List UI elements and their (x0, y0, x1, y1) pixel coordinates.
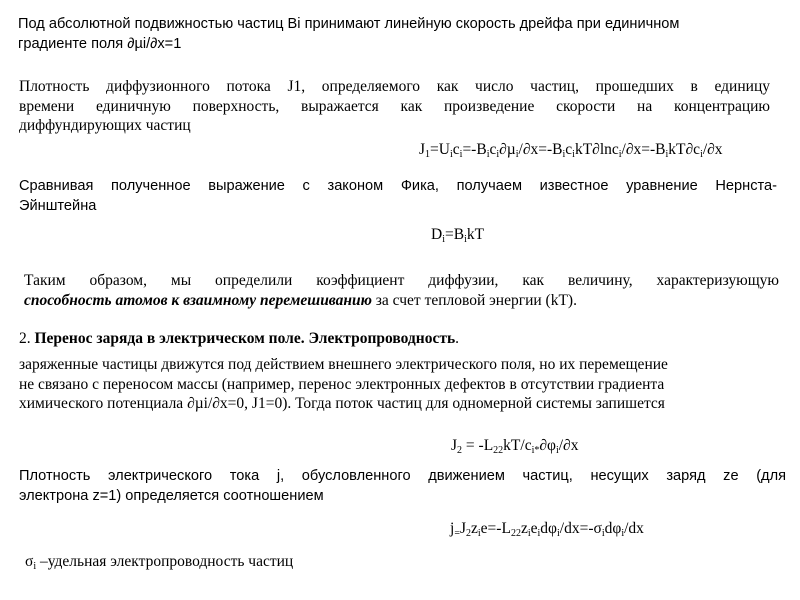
equation-nernst-einstein: $D_i=B_ikT$ (431, 226, 485, 245)
paragraph-line: Эйнштейна (19, 197, 97, 214)
paragraph-mobility (18, 15, 788, 54)
section-body (19, 355, 794, 414)
section-number: 2. (19, 330, 35, 347)
paragraph-line: электрона z=1) определяется соотношением (19, 487, 324, 504)
paragraph-line: Плотность электрического тока j, обусловленного движением частиц, несущих заряд ze (для (19, 468, 786, 484)
paragraph-current-density (19, 467, 786, 506)
paragraph-line: времени единичную поверхность, выражается как произведение скорости на концентрацию (19, 97, 770, 115)
paragraph-line: Плотность диффузионного потока J1, определяемого как число частиц, прошедших в единицу (19, 78, 770, 95)
paragraph-line: Таким образом, мы определили коэффициент диффузии, как величину, характеризующую (24, 272, 779, 289)
equation-flux: $J_1=U_ic_i=-B_ic_i\partial\mu_i/\partial x=-B_ic_ikT\partial\ln c_i/\partial x=-B_ikT\partial c_i/\partial x$ (419, 141, 723, 160)
equation-current: $j_=J_2z_ie=-L_{22}z_ie_id\varphi_i/dx=-\sigma_id\varphi_i/dx$ (450, 520, 644, 539)
paragraph-conclusion (24, 271, 779, 310)
paragraph-fick-comparison (19, 177, 777, 216)
paragraph-line: Сравнивая полученное выражение с законом Фика, получаем известное уравнение Нернста- (19, 178, 777, 194)
section-heading (19, 329, 789, 349)
paragraph-line: не связано с переносом массы (например, перенос электронных дефектов в отсутствии градиента (19, 375, 665, 393)
paragraph-line-2 (24, 291, 779, 311)
emphasis-text: способность атомов к взаимному перемешиванию (24, 291, 372, 309)
paragraph-line: заряженные частицы движутся под действием внешнего электрического поля, но их перемещение (19, 356, 668, 373)
equation-charge-flux: $J_2 = -L_{22}kT/c_{i*}\partial\varphi_i/\partial x$ (451, 437, 579, 456)
section-title-end: . (455, 330, 460, 347)
paragraph-line: диффундирующих частиц (19, 117, 191, 134)
paragraph-line-rest: за счет тепловой энергии (kT). (371, 291, 577, 309)
footnote-conductivity: $\sigma_i$ –удельная электропроводность частиц (25, 553, 294, 572)
paragraph-diffusion-flux (19, 77, 770, 136)
paragraph-line: химического потенциала ∂µi/∂x=0, J1=0). Тогда поток частиц для одномерной системы запишется (19, 395, 665, 412)
paragraph-mobility-line-1: Под абсолютной подвижностью частиц Bi принимают линейную скорость дрейфа при единичном (18, 16, 680, 32)
paragraph-mobility-line-2: градиенте поля ∂µi/∂x=1 (18, 35, 182, 52)
section-title: Перенос заряда в электрическом поле. Электропроводность (34, 330, 456, 347)
